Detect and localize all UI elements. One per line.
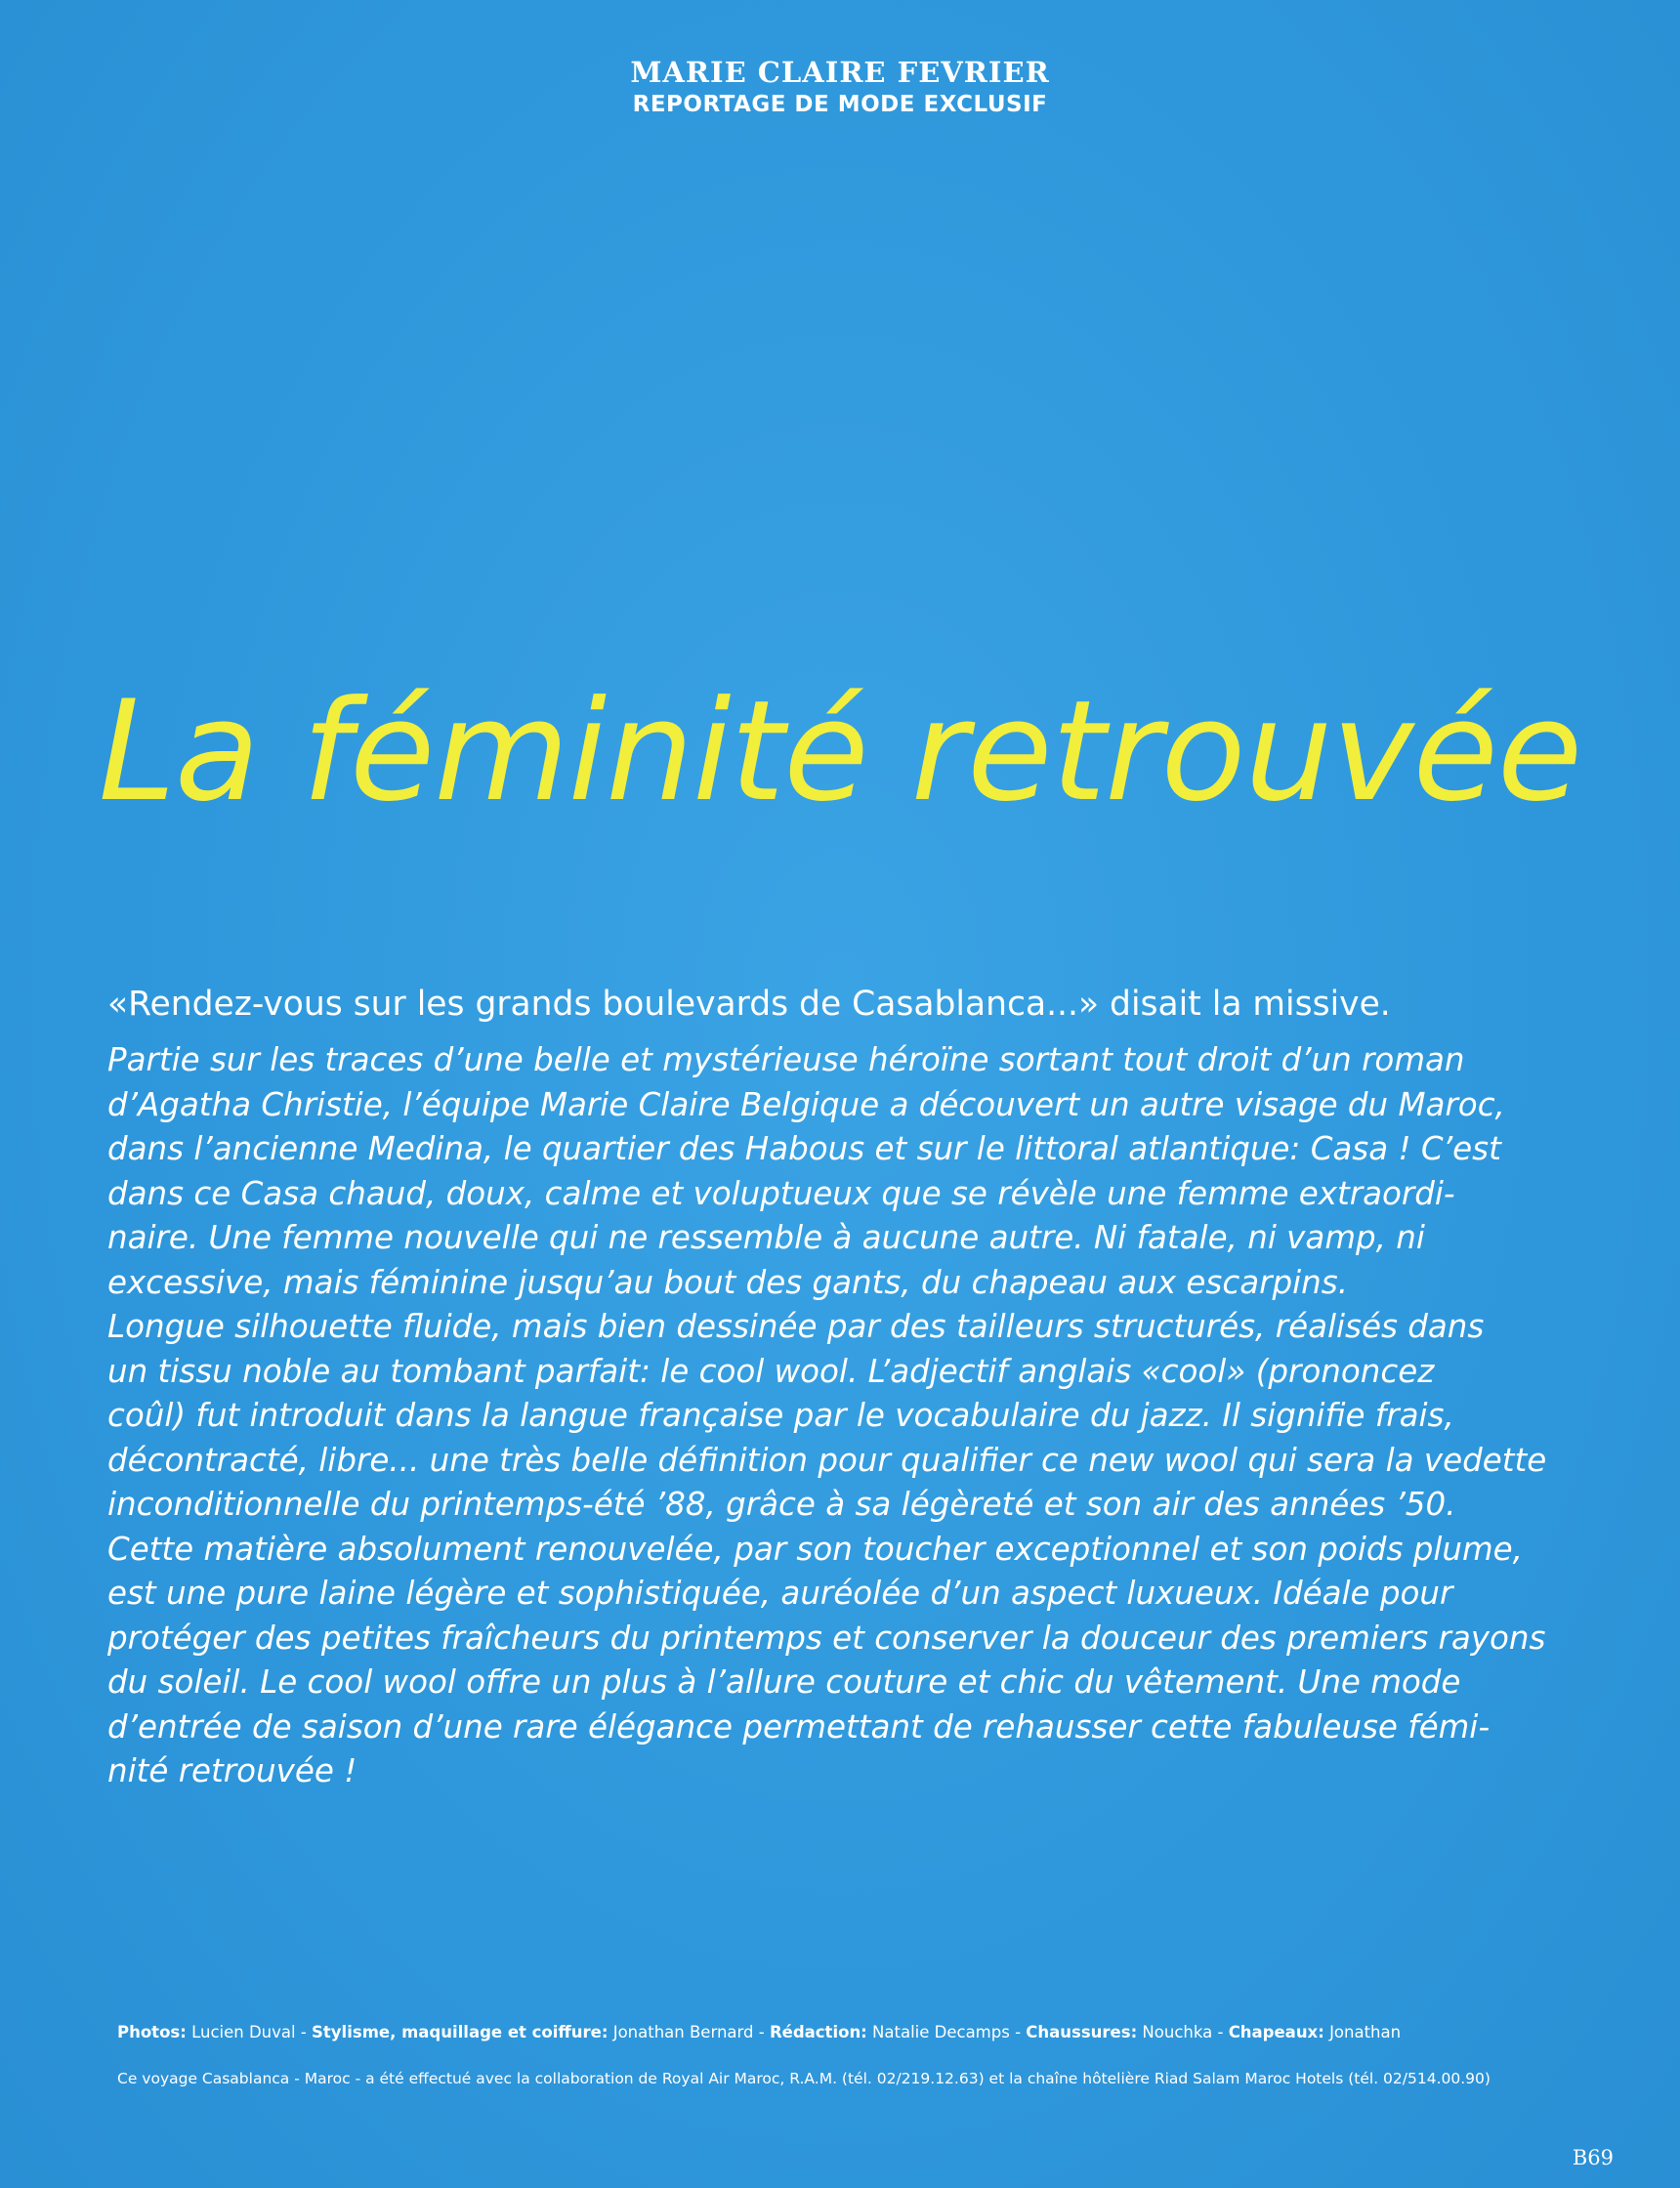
article-body <box>107 1038 1592 1794</box>
body-line: coûl) fut introduit dans la langue française par le vocabulaire du jazz. Il signifie frais, <box>107 1397 1454 1434</box>
credit-label-chaussures: Chaussures: <box>1026 2023 1138 2041</box>
body-line: nité retrouvée ! <box>107 1752 357 1789</box>
body-line: naire. Une femme nouvelle qui ne ressemble à aucune autre. Ni fatale, ni vamp, ni <box>107 1219 1425 1256</box>
credit-value-chaussures: Nouchka <box>1142 2023 1213 2041</box>
credit-separator: - <box>295 2023 313 2041</box>
credit-label-redaction: Rédaction: <box>769 2023 867 2041</box>
body-line: d’entrée de saison d’une rare élégance permettant de rehausser cette fabuleuse fémi- <box>107 1707 1491 1746</box>
credit-label-photos: Photos: <box>117 2023 187 2041</box>
credit-separator: - <box>1212 2023 1229 2041</box>
body-line: dans l’ancienne Medina, le quartier des Habous et sur le littoral atlantique: Casa ! C’est <box>107 1130 1501 1167</box>
credit-value-redaction: Natalie Decamps <box>872 2023 1010 2041</box>
magazine-issue-title: MARIE CLAIRE FEVRIER <box>630 56 1050 89</box>
photo-credits <box>117 2021 1602 2044</box>
section-subtitle: REPORTAGE DE MODE EXCLUSIF <box>632 92 1048 117</box>
body-line: excessive, mais féminine jusqu’au bout des gants, du chapeau aux escarpins. <box>107 1263 1349 1301</box>
credit-value-stylisme: Jonathan Bernard <box>612 2023 754 2041</box>
body-line: Longue silhouette fluide, mais bien dessinée par des tailleurs structurés, réalisés dans <box>107 1308 1485 1345</box>
credit-label-chapeaux: Chapeaux: <box>1228 2023 1324 2041</box>
credit-separator: - <box>1009 2023 1027 2041</box>
body-line: d’Agatha Christie, l’équipe Marie Claire Belgique a découvert un autre visage du Maroc, <box>107 1085 1505 1123</box>
body-line: est une pure laine légère et sophistiquée, auréolée d’un aspect luxueux. Idéale pour <box>107 1575 1453 1612</box>
body-line: décontracté, libre... une très belle définition pour qualifier ce new wool qui sera la vedette <box>107 1441 1547 1479</box>
credit-separator: - <box>753 2023 770 2041</box>
body-line: Cette matière absolument renouvelée, par son toucher exceptionnel et son poids plume, <box>107 1530 1523 1568</box>
collaboration-note: Ce voyage Casablanca - Maroc - a été effectué avec la collaboration de Royal Air Maroc, R.A.M. (tél. 02/219.12.63) et la chaîne hôtelière Riad Salam Maroc Hotels (tél. 02/514.00.90) <box>117 2070 1491 2087</box>
body-line: inconditionnelle du printemps-été ’88, grâce à sa légèreté et son air des années ’50. <box>107 1486 1456 1523</box>
body-line: un tissu noble au tombant parfait: le cool wool. L’adjectif anglais «cool» (prononcez <box>107 1352 1435 1390</box>
credit-label-stylisme: Stylisme, maquillage et coiffure: <box>312 2023 609 2041</box>
body-line: dans ce Casa chaud, doux, calme et voluptueux que se révèle une femme extraordi- <box>107 1174 1455 1212</box>
article-title <box>0 671 1680 832</box>
page-header <box>0 55 1680 119</box>
page-number: B69 <box>1572 2146 1614 2169</box>
credit-value-chapeaux: Jonathan <box>1329 2023 1402 2041</box>
body-line: du soleil. Le cool wool offre un plus à l’allure couture et chic du vêtement. Une mode <box>107 1663 1461 1701</box>
body-line: protéger des petites fraîcheurs du printemps et conserver la douceur des premiers rayons <box>107 1619 1546 1657</box>
credit-value-photos: Lucien Duval <box>191 2023 296 2041</box>
article-title-text: La féminité retrouvée <box>98 671 1582 832</box>
body-line: Partie sur les traces d’une belle et mystérieuse héroïne sortant tout droit d’un roman <box>107 1041 1465 1078</box>
article-lead: «Rendez-vous sur les grands boulevards de Casablanca...» disait la missive. <box>107 985 1391 1024</box>
